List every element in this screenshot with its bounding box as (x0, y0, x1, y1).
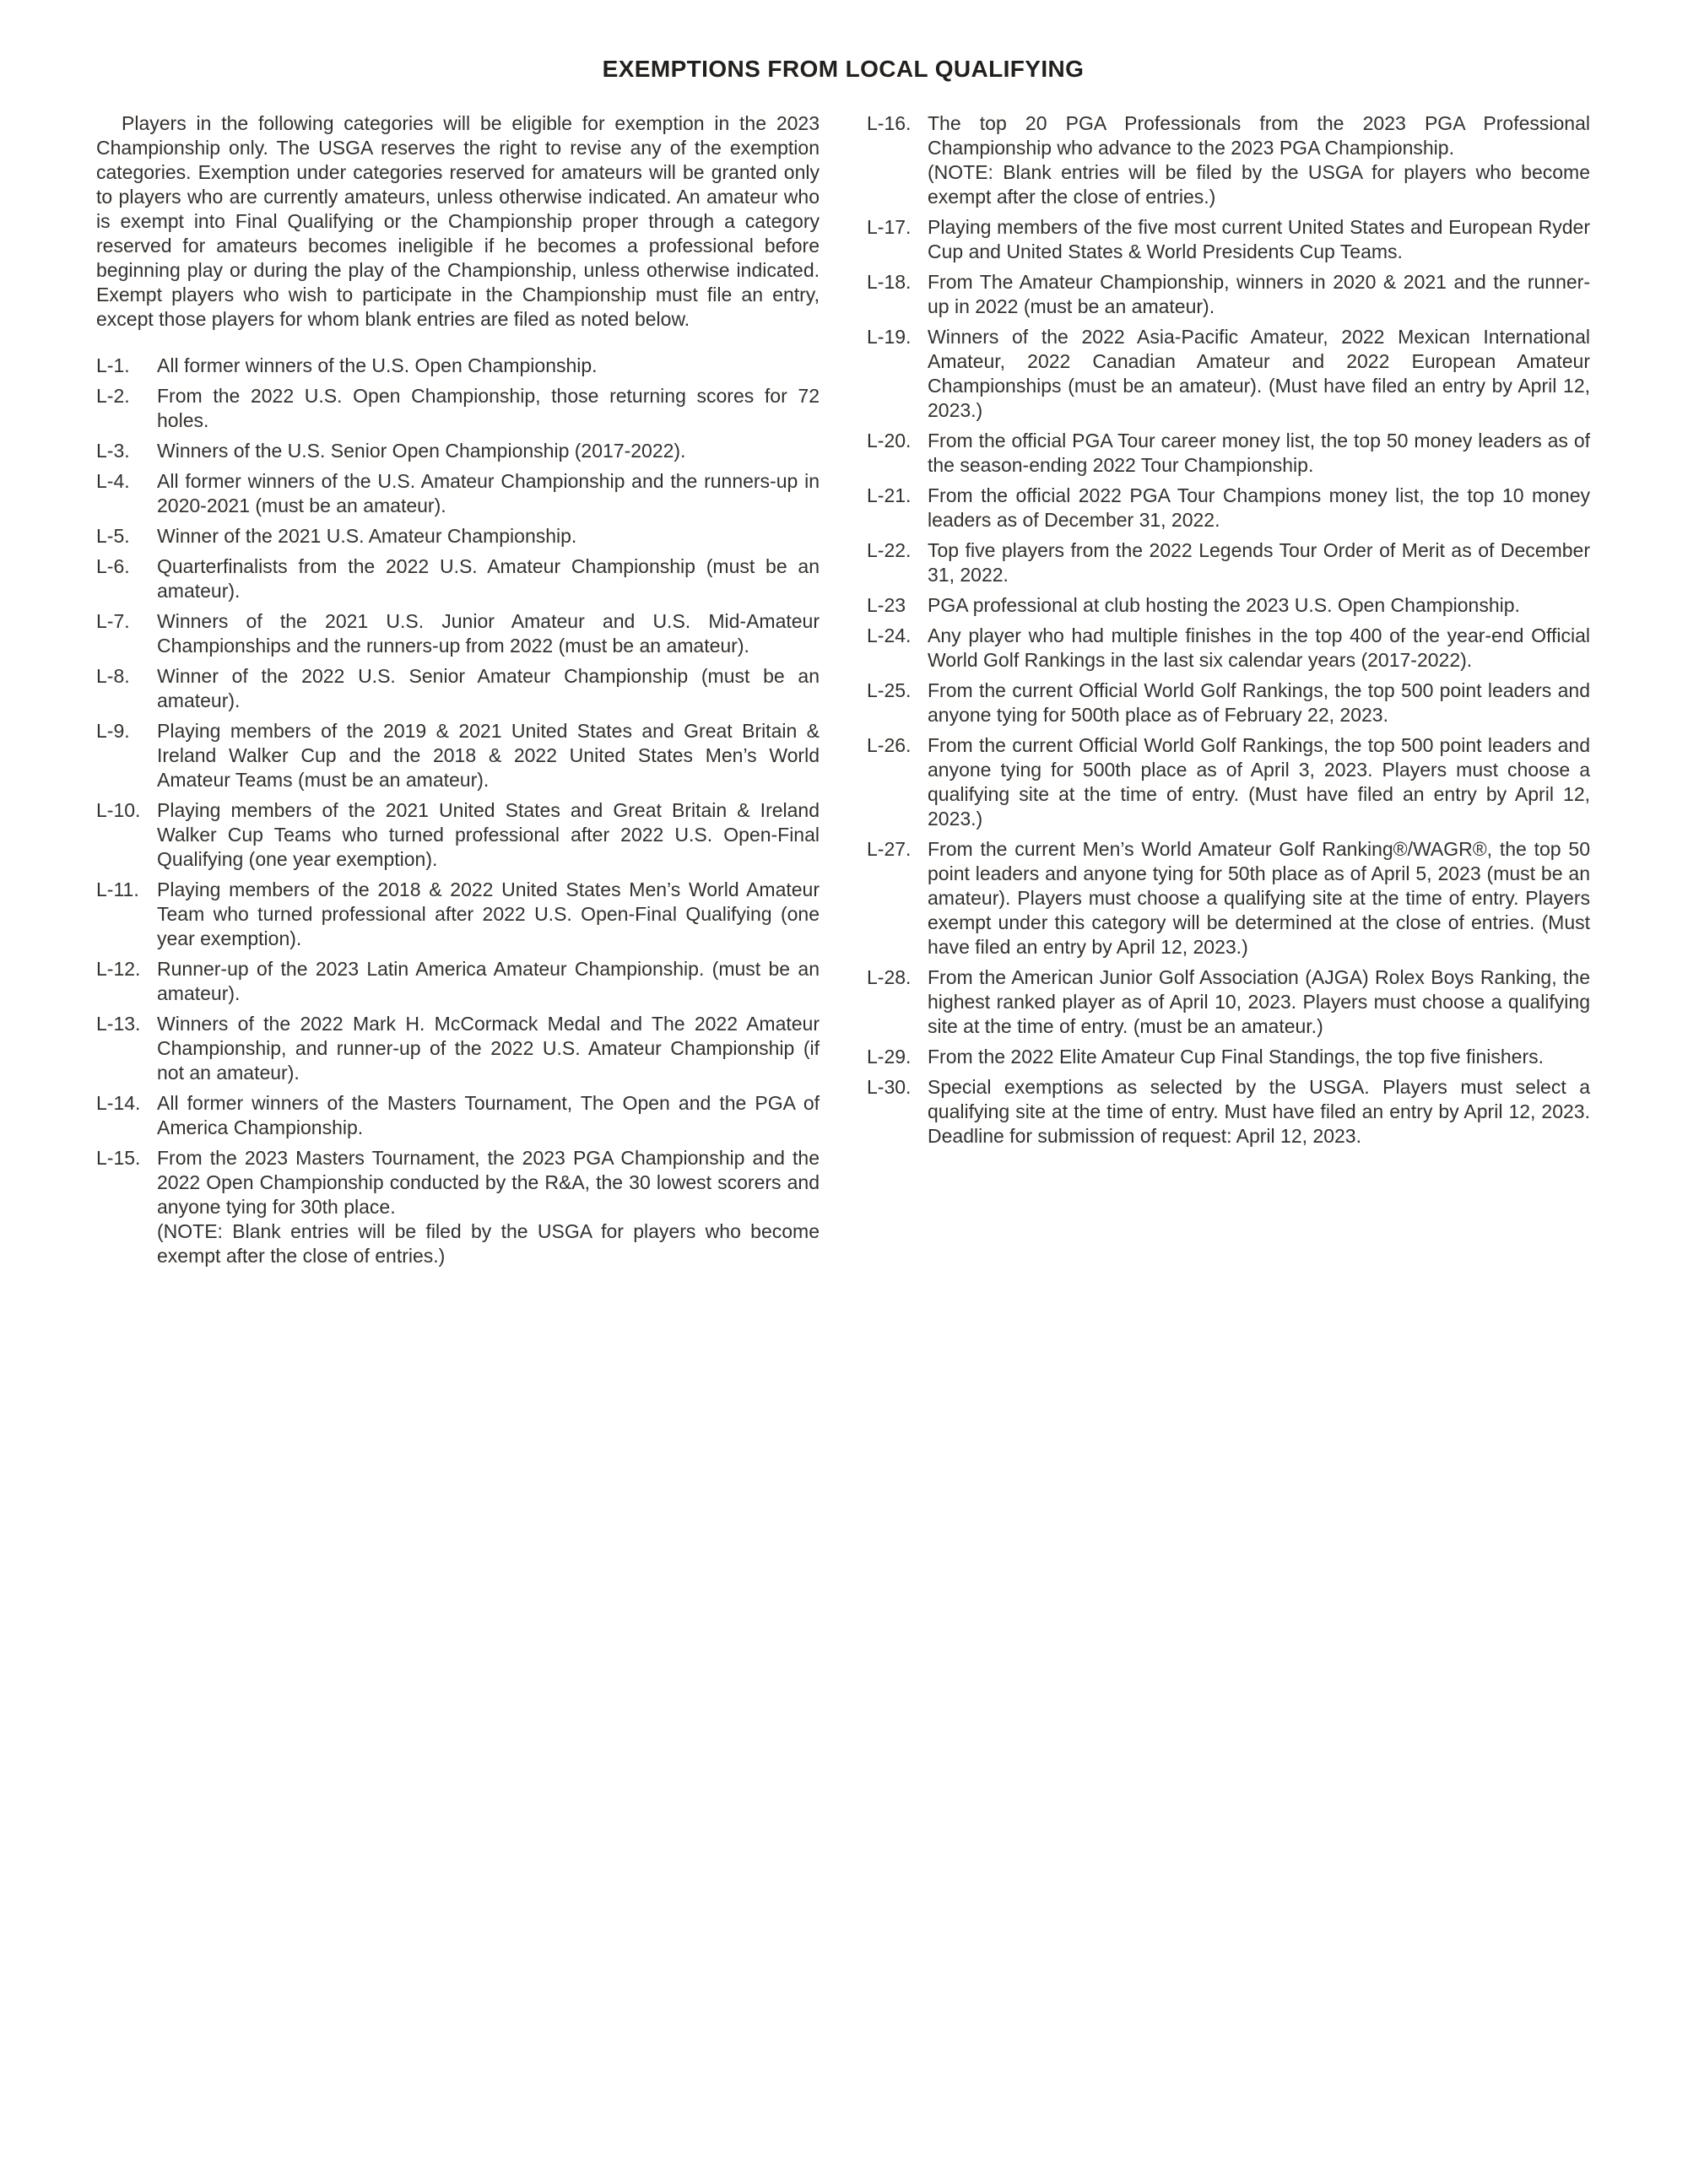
item-number: L-23 (867, 594, 906, 616)
exemption-item-l10 (96, 798, 820, 872)
exemption-item-l14 (96, 1091, 820, 1140)
item-text: Winner of the 2022 U.S. Senior Amateur Championship (must be an amateur). (157, 665, 820, 711)
exemption-item-l13 (96, 1012, 820, 1085)
item-number: L-8. (96, 665, 130, 687)
item-number: L-30. (867, 1076, 912, 1098)
item-text: From the American Junior Golf Association (AJGA) Rolex Boys Ranking, the highest ranked player as of April 10, 2023. Players must choose a qualifying site at the time of entry. (must be an amateur.) (928, 966, 1590, 1037)
item-text: Top five players from the 2022 Legends Tour Order of Merit as of December 31, 2022. (928, 539, 1590, 586)
page-title: EXEMPTIONS FROM LOCAL QUALIFYING (602, 56, 1085, 82)
item-text: From the 2023 Masters Tournament, the 2023 PGA Championship and the 2022 Open Championship conducted by the R&A, the 30 lowest scorers and anyone tying for 30th place. (157, 1147, 820, 1218)
exemption-item-l29 (867, 1045, 1590, 1069)
item-number: L-24. (867, 624, 912, 646)
exemption-item-l28 (867, 965, 1590, 1039)
item-number: L-18. (867, 271, 912, 293)
item-number: L-16. (867, 112, 912, 134)
exemption-item-l5 (96, 524, 820, 549)
item-text: Playing members of the 2021 United States and Great Britain & Ireland Walker Cup Teams who turned professional after 2022 U.S. Open-Final Qualifying (one year exemption). (157, 799, 820, 870)
item-note: (NOTE: Blank entries will be filed by the USGA for players who become exempt after the close of entries.) (157, 1220, 820, 1267)
item-number: L-4. (96, 470, 130, 492)
exemption-item-l26 (867, 733, 1590, 831)
item-text: Winner of the 2021 U.S. Amateur Championship. (157, 525, 577, 547)
item-text: Playing members of the 2018 & 2022 United States Men’s World Amateur Team who turned professional after 2022 U.S. Open-Final Qualifying (one year exemption). (157, 878, 820, 949)
item-number: L-19. (867, 326, 912, 348)
exemption-item-l30 (867, 1075, 1590, 1149)
item-number: L-26. (867, 734, 912, 756)
item-number: L-25. (867, 679, 912, 701)
exemption-item-l1 (96, 354, 820, 378)
exemption-item-l8 (96, 664, 820, 713)
exemption-item-l7 (96, 609, 820, 658)
item-text: The top 20 PGA Professionals from the 2023 PGA Professional Championship who advance to the 2023 PGA Championship. (928, 112, 1590, 159)
exemption-item-l4 (96, 469, 820, 518)
item-text: From The Amateur Championship, winners in 2020 & 2021 and the runner-up in 2022 (must be an amateur). (928, 271, 1590, 317)
exemption-item-l27 (867, 837, 1590, 960)
exemption-item-l19 (867, 325, 1590, 423)
exemption-item-l2 (96, 384, 820, 433)
item-number: L-13. (96, 1013, 141, 1035)
item-number: L-12. (96, 958, 141, 980)
exemption-item-l21 (867, 484, 1590, 532)
item-text: Any player who had multiple finishes in the top 400 of the year-end Official World Golf Rankings in the last six calendar years (2017-2022). (928, 624, 1590, 671)
left-column (96, 111, 820, 1274)
item-text: Special exemptions as selected by the USGA. Players must select a qualifying site at the time of entry. Must have filed an entry by April 12, 2023. Deadline for submission of request: April 12, 2023. (928, 1076, 1590, 1147)
exemption-item-l9 (96, 719, 820, 792)
two-column-layout (96, 111, 1590, 1274)
exemption-item-l3 (96, 439, 820, 463)
item-text: From the current Official World Golf Rankings, the top 500 point leaders and anyone tying for 500th place as of February 22, 2023. (928, 679, 1590, 726)
exemption-item-l23 (867, 593, 1590, 618)
item-number: L-17. (867, 216, 912, 238)
item-number: L-10. (96, 799, 141, 821)
item-text: All former winners of the U.S. Amateur Championship and the runners-up in 2020-2021 (must be an amateur). (157, 470, 820, 516)
item-number: L-20. (867, 430, 912, 451)
item-text: From the current Men’s World Amateur Golf Ranking®/WAGR®, the top 50 point leaders and anyone tying for 50th place as of April 5, 2023 (must be an amateur). Players must choose a qualifying site at the time of entry. Players exempt under this category will be determined at the close of entries. (Must have filed an entry by April 12, 2023.) (928, 838, 1590, 958)
item-number: L-7. (96, 610, 130, 632)
exemption-item-l24 (867, 624, 1590, 673)
item-text: All former winners of the Masters Tournament, The Open and the PGA of America Championship. (157, 1092, 820, 1138)
item-text: PGA professional at club hosting the 2023 U.S. Open Championship. (928, 594, 1520, 616)
item-text: From the 2022 U.S. Open Championship, those returning scores for 72 holes. (157, 385, 820, 431)
exemption-item-l20 (867, 429, 1590, 478)
item-text: Quarterfinalists from the 2022 U.S. Amateur Championship (must be an amateur). (157, 555, 820, 602)
intro-paragraph: Players in the following categories will be eligible for exemption in the 2023 Championship only. The USGA reserves the right to revise any of the exemption categories. Exemption under categories reserved for amateurs will be granted only to players who are currently amateurs, unless otherwise indicated. An amateur who is exempt into Final Qualifying or the Championship proper through a category reserved for amateurs becomes ineligible if he becomes a professional before beginning play or during the play of the Championship, unless otherwise indicated. Exempt players who wish to participate in the Championship must file an entry, except those players for whom blank entries are filed as noted below. (96, 112, 820, 330)
exemption-item-l25 (867, 678, 1590, 727)
item-text: Winners of the 2022 Mark H. McCormack Medal and The 2022 Amateur Championship, and runner-up of the 2022 U.S. Amateur Championship (if not an amateur). (157, 1013, 820, 1084)
item-number: L-1. (96, 354, 130, 376)
item-text: From the official PGA Tour career money list, the top 50 money leaders as of the season-ending 2022 Tour Championship. (928, 430, 1590, 476)
item-text: From the current Official World Golf Rankings, the top 500 point leaders and anyone tying for 500th place as of April 3, 2023. Players must choose a qualifying site at the time of entry. (Must have filed an entry by April 12, 2023.) (928, 734, 1590, 830)
exemption-item-l11 (96, 878, 820, 951)
item-number: L-28. (867, 966, 912, 988)
exemption-list-right (867, 111, 1590, 1149)
item-text: Playing members of the 2019 & 2021 United States and Great Britain & Ireland Walker Cup and the 2018 & 2022 United States Men’s World Amateur Teams (must be an amateur). (157, 720, 820, 791)
item-number: L-2. (96, 385, 130, 407)
item-text: All former winners of the U.S. Open Championship. (157, 354, 598, 376)
item-text: Playing members of the five most current United States and European Ryder Cup and United States & World Presidents Cup Teams. (928, 216, 1590, 262)
exemption-item-l16 (867, 111, 1590, 209)
exemption-item-l12 (96, 957, 820, 1006)
item-text: Winners of the 2021 U.S. Junior Amateur and U.S. Mid-Amateur Championships and the runners-up from 2022 (must be an amateur). (157, 610, 820, 657)
item-number: L-22. (867, 539, 912, 561)
item-number: L-29. (867, 1046, 912, 1068)
item-text: From the 2022 Elite Amateur Cup Final Standings, the top five finishers. (928, 1046, 1544, 1068)
exemption-item-l22 (867, 538, 1590, 587)
item-number: L-15. (96, 1147, 141, 1169)
item-number: L-11. (96, 878, 139, 900)
exemption-item-l18 (867, 270, 1590, 319)
right-column (867, 111, 1590, 1154)
item-number: L-6. (96, 555, 130, 577)
item-note: (NOTE: Blank entries will be filed by the USGA for players who become exempt after the close of entries.) (928, 161, 1590, 208)
item-number: L-27. (867, 838, 912, 860)
item-number: L-3. (96, 440, 130, 462)
item-number: L-5. (96, 525, 130, 547)
exemption-item-l17 (867, 215, 1590, 264)
item-text: Runner-up of the 2023 Latin America Amateur Championship. (must be an amateur). (157, 958, 820, 1004)
item-number: L-14. (96, 1092, 141, 1114)
exemption-item-l6 (96, 554, 820, 603)
item-number: L-21. (867, 484, 912, 506)
item-text: Winners of the U.S. Senior Open Championship (2017-2022). (157, 440, 686, 462)
exemption-item-l15 (96, 1146, 820, 1268)
item-text: Winners of the 2022 Asia-Pacific Amateur, 2022 Mexican International Amateur, 2022 Canadian Amateur and 2022 European Amateur Championships (must be an amateur). (Must have filed an entry by April 12, 2023.) (928, 326, 1590, 421)
item-text: From the official 2022 PGA Tour Champions money list, the top 10 money leaders as of December 31, 2022. (928, 484, 1590, 531)
exemption-list-left (96, 354, 820, 1268)
item-number: L-9. (96, 720, 130, 742)
